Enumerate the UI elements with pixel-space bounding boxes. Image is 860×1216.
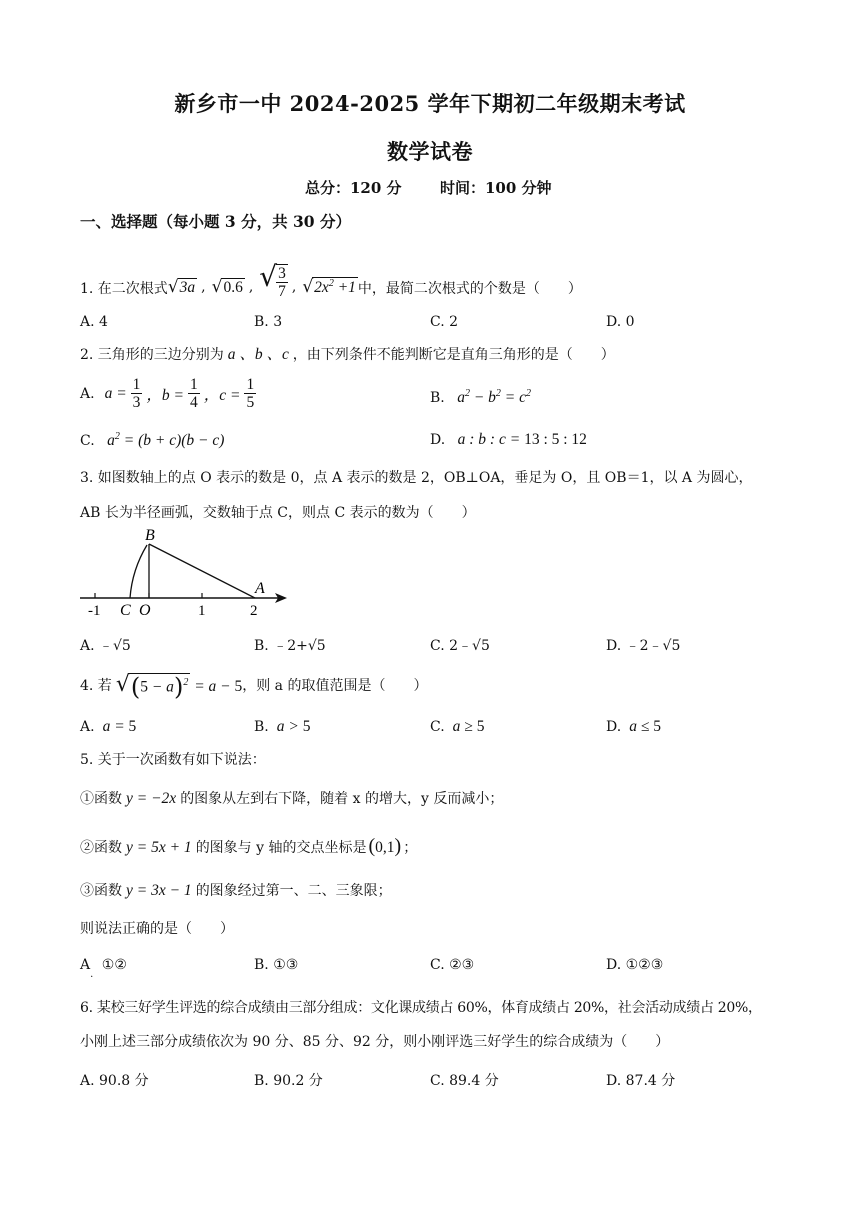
segment-ab [149, 544, 255, 598]
q2-opt-d-expr: a : b : c = 13 : 5 : 12 [457, 431, 587, 448]
q5-s2-post: 的图象与 y 轴的交点坐标是 [195, 840, 367, 856]
q4-option-c[interactable] [430, 718, 484, 736]
point-label-o: O [139, 602, 151, 619]
q2-opt-b-label: B. [430, 390, 445, 407]
q1-sep: , [201, 278, 206, 295]
q3-line-2: AB 长为半径画弧，交数轴于点 C，则点 C 表示的数为（ ） [80, 505, 476, 521]
q4-option-a[interactable] [80, 718, 136, 736]
q5-option-a[interactable] [80, 957, 127, 980]
q1-radical-4: $√2x^2 +1$ [302, 276, 356, 297]
q2-stem-pre: 2. 三角形的三边分别为 [80, 347, 224, 363]
q2-stem-post: ，由下列条件不能判断它是直角三角形的是（ ） [292, 347, 615, 363]
q1-stem: 1. 在二次根式 [80, 280, 168, 297]
q1-option-a[interactable]: A. 4 [80, 314, 108, 330]
q5-statement-3 [80, 882, 392, 901]
q5-ask: 则说法正确的是（ ） [80, 921, 234, 937]
q6-option-b[interactable]: B. 90.2 分 [254, 1073, 323, 1089]
q5-s1-expr: y = −2x [126, 790, 177, 807]
q4-opt-a-expr: a = 5 [102, 718, 137, 735]
q2-opt-a-expr: a = [104, 384, 127, 402]
q2-opt-a-expr: ，c = [203, 386, 241, 404]
q2-opt-c-label: C. [80, 433, 95, 450]
q1-sep: , [248, 278, 254, 295]
q2-option-c[interactable] [80, 431, 224, 450]
q5-s1-pre: ①函数 [80, 791, 122, 807]
q1-option-b[interactable]: B. 3 [254, 314, 283, 330]
q4-opt-c-expr: a ≥ 5 [452, 718, 485, 735]
frac-1-3: $\frac{1}{3}$ [132, 376, 141, 412]
q5-opt-a-dot: . [90, 969, 94, 980]
tick-label-1: 1 [198, 603, 206, 619]
q5-option-c[interactable]: C. ②③ [430, 957, 475, 973]
q5-stem: 5. 关于一次函数有如下说法： [80, 752, 266, 768]
q6-option-d[interactable]: D. 87.4 分 [606, 1073, 676, 1089]
q4-opt-c-label: C. [430, 719, 445, 735]
q5-option-b[interactable]: B. ①③ [254, 957, 299, 973]
point-label-c: C [120, 602, 131, 619]
q4-opt-b-expr: a > 5 [276, 718, 311, 735]
frac-1-4: $\frac{1}{4}$ [190, 376, 198, 412]
q4-stem: 4. 若 [80, 678, 112, 695]
section-title: 一、选择题（每小题 3 分，共 30 分） [80, 212, 351, 231]
q6-line-2: 小刚上述三部分成绩依次为 90 分、85 分、92 分，则小刚评选三好学生的综合成绩为（ ） [80, 1034, 670, 1050]
question-4 [80, 672, 427, 701]
q4-expression: $√(5 - a)^2 = a - 5$ [115, 672, 243, 701]
q1-stem-tail: 中，最简二次根式的个数是（ ） [357, 280, 582, 297]
exam-subtitle: 数学试卷 [387, 139, 473, 164]
q5-option-d[interactable]: D. ①②③ [606, 957, 664, 973]
q5-s1-post: 的图象从左到右下降，随着 x 的增大，y 反而减小； [180, 791, 504, 807]
q4-opt-b-label: B. [254, 719, 269, 735]
q3-option-a[interactable]: A. ﹣√5 [80, 638, 131, 654]
q1-option-c[interactable]: C. 2 [430, 314, 459, 330]
q2-opt-b-expr: $a^2 - b^2 = c^2$ [457, 388, 532, 407]
exam-time: 时间：100 分钟 [440, 179, 552, 197]
q1-option-d[interactable]: D. 0 [606, 314, 635, 330]
q5-opt-a-label: A [80, 957, 91, 973]
q2-opt-d-label: D. [430, 432, 446, 448]
q2-sides: a 、b 、c [223, 346, 293, 363]
q1-radical-2: √0.6 [211, 276, 243, 297]
frac-1-5: $\frac{1}{5}$ [246, 376, 255, 412]
q2-option-a[interactable] [80, 376, 256, 411]
q3-option-b[interactable]: B. ﹣2+√5 [254, 638, 326, 654]
q1-sep: , [291, 278, 297, 295]
tick-label-minus-1: -1 [88, 603, 101, 619]
q4-option-b[interactable] [254, 718, 310, 736]
q5-s3-expr: y = 3x − 1 [126, 882, 192, 899]
q4-opt-d-label: D. [606, 719, 622, 735]
q3-line-1: 3. 如图数轴上的点 O 表示的数是 0，点 A 表示的数是 2，OB⊥OA，垂足为 O，且 OB＝1，以 A 为圆心， [80, 470, 753, 486]
arc-ac [130, 545, 147, 598]
q5-s3-post: 的图象经过第一、二、三象限； [195, 883, 392, 899]
q4-option-d[interactable] [606, 718, 661, 736]
number-line-figure [75, 525, 290, 620]
q2-opt-a-label: A. [80, 385, 95, 402]
q2-opt-a-expr: ，b = [146, 386, 184, 404]
q2-opt-c-expr: $a^2 = (b + c)(b - c)$ [107, 431, 225, 450]
q5-s3-pre: ③函数 [80, 883, 122, 899]
q2-option-d[interactable] [430, 431, 587, 449]
q3-option-c[interactable]: C. 2﹣√5 [430, 638, 490, 654]
point-label-b: B [145, 527, 155, 544]
exam-total-score: 总分：120 分 [305, 179, 402, 197]
question-1 [80, 245, 582, 315]
q2-option-b[interactable] [430, 388, 531, 407]
q4-stem-tail: ，则 a 的取值范围是（ ） [242, 678, 428, 695]
q5-s2-expr: y = 5x + 1 [126, 839, 192, 856]
q5-s2-pre: ②函数 [80, 840, 122, 856]
q4-opt-d-expr: a ≤ 5 [629, 718, 661, 735]
q6-option-c[interactable]: C. 89.4 分 [430, 1073, 499, 1089]
q1-radical-3: √ $\frac{3}{7}$ [259, 259, 286, 301]
q5-opt-a-text: ①② [101, 957, 127, 973]
tick-label-2: 2 [250, 603, 258, 619]
q3-option-d[interactable]: D. ﹣2﹣√5 [606, 638, 681, 654]
exam-title: 新乡市一中 2024-2025 学年下期初二年级期末考试 [174, 91, 686, 116]
q4-opt-a-label: A. [80, 719, 95, 735]
q5-s2-end: ； [403, 840, 418, 856]
q5-statement-2 [80, 834, 417, 858]
point-label-a: A [255, 580, 265, 597]
question-2 [80, 346, 615, 365]
q6-line-1: 6. 某校三好学生评选的综合成绩由三部分组成：文化课成绩占 60%，体育成绩占 20%，社会活动成绩占 20%， [80, 1000, 762, 1016]
q1-radical-1: √3a [167, 276, 196, 297]
q5-s2-point: (0,1) [368, 835, 402, 857]
q6-option-a[interactable]: A. 90.8 分 [80, 1073, 149, 1089]
q5-statement-1 [80, 790, 503, 809]
